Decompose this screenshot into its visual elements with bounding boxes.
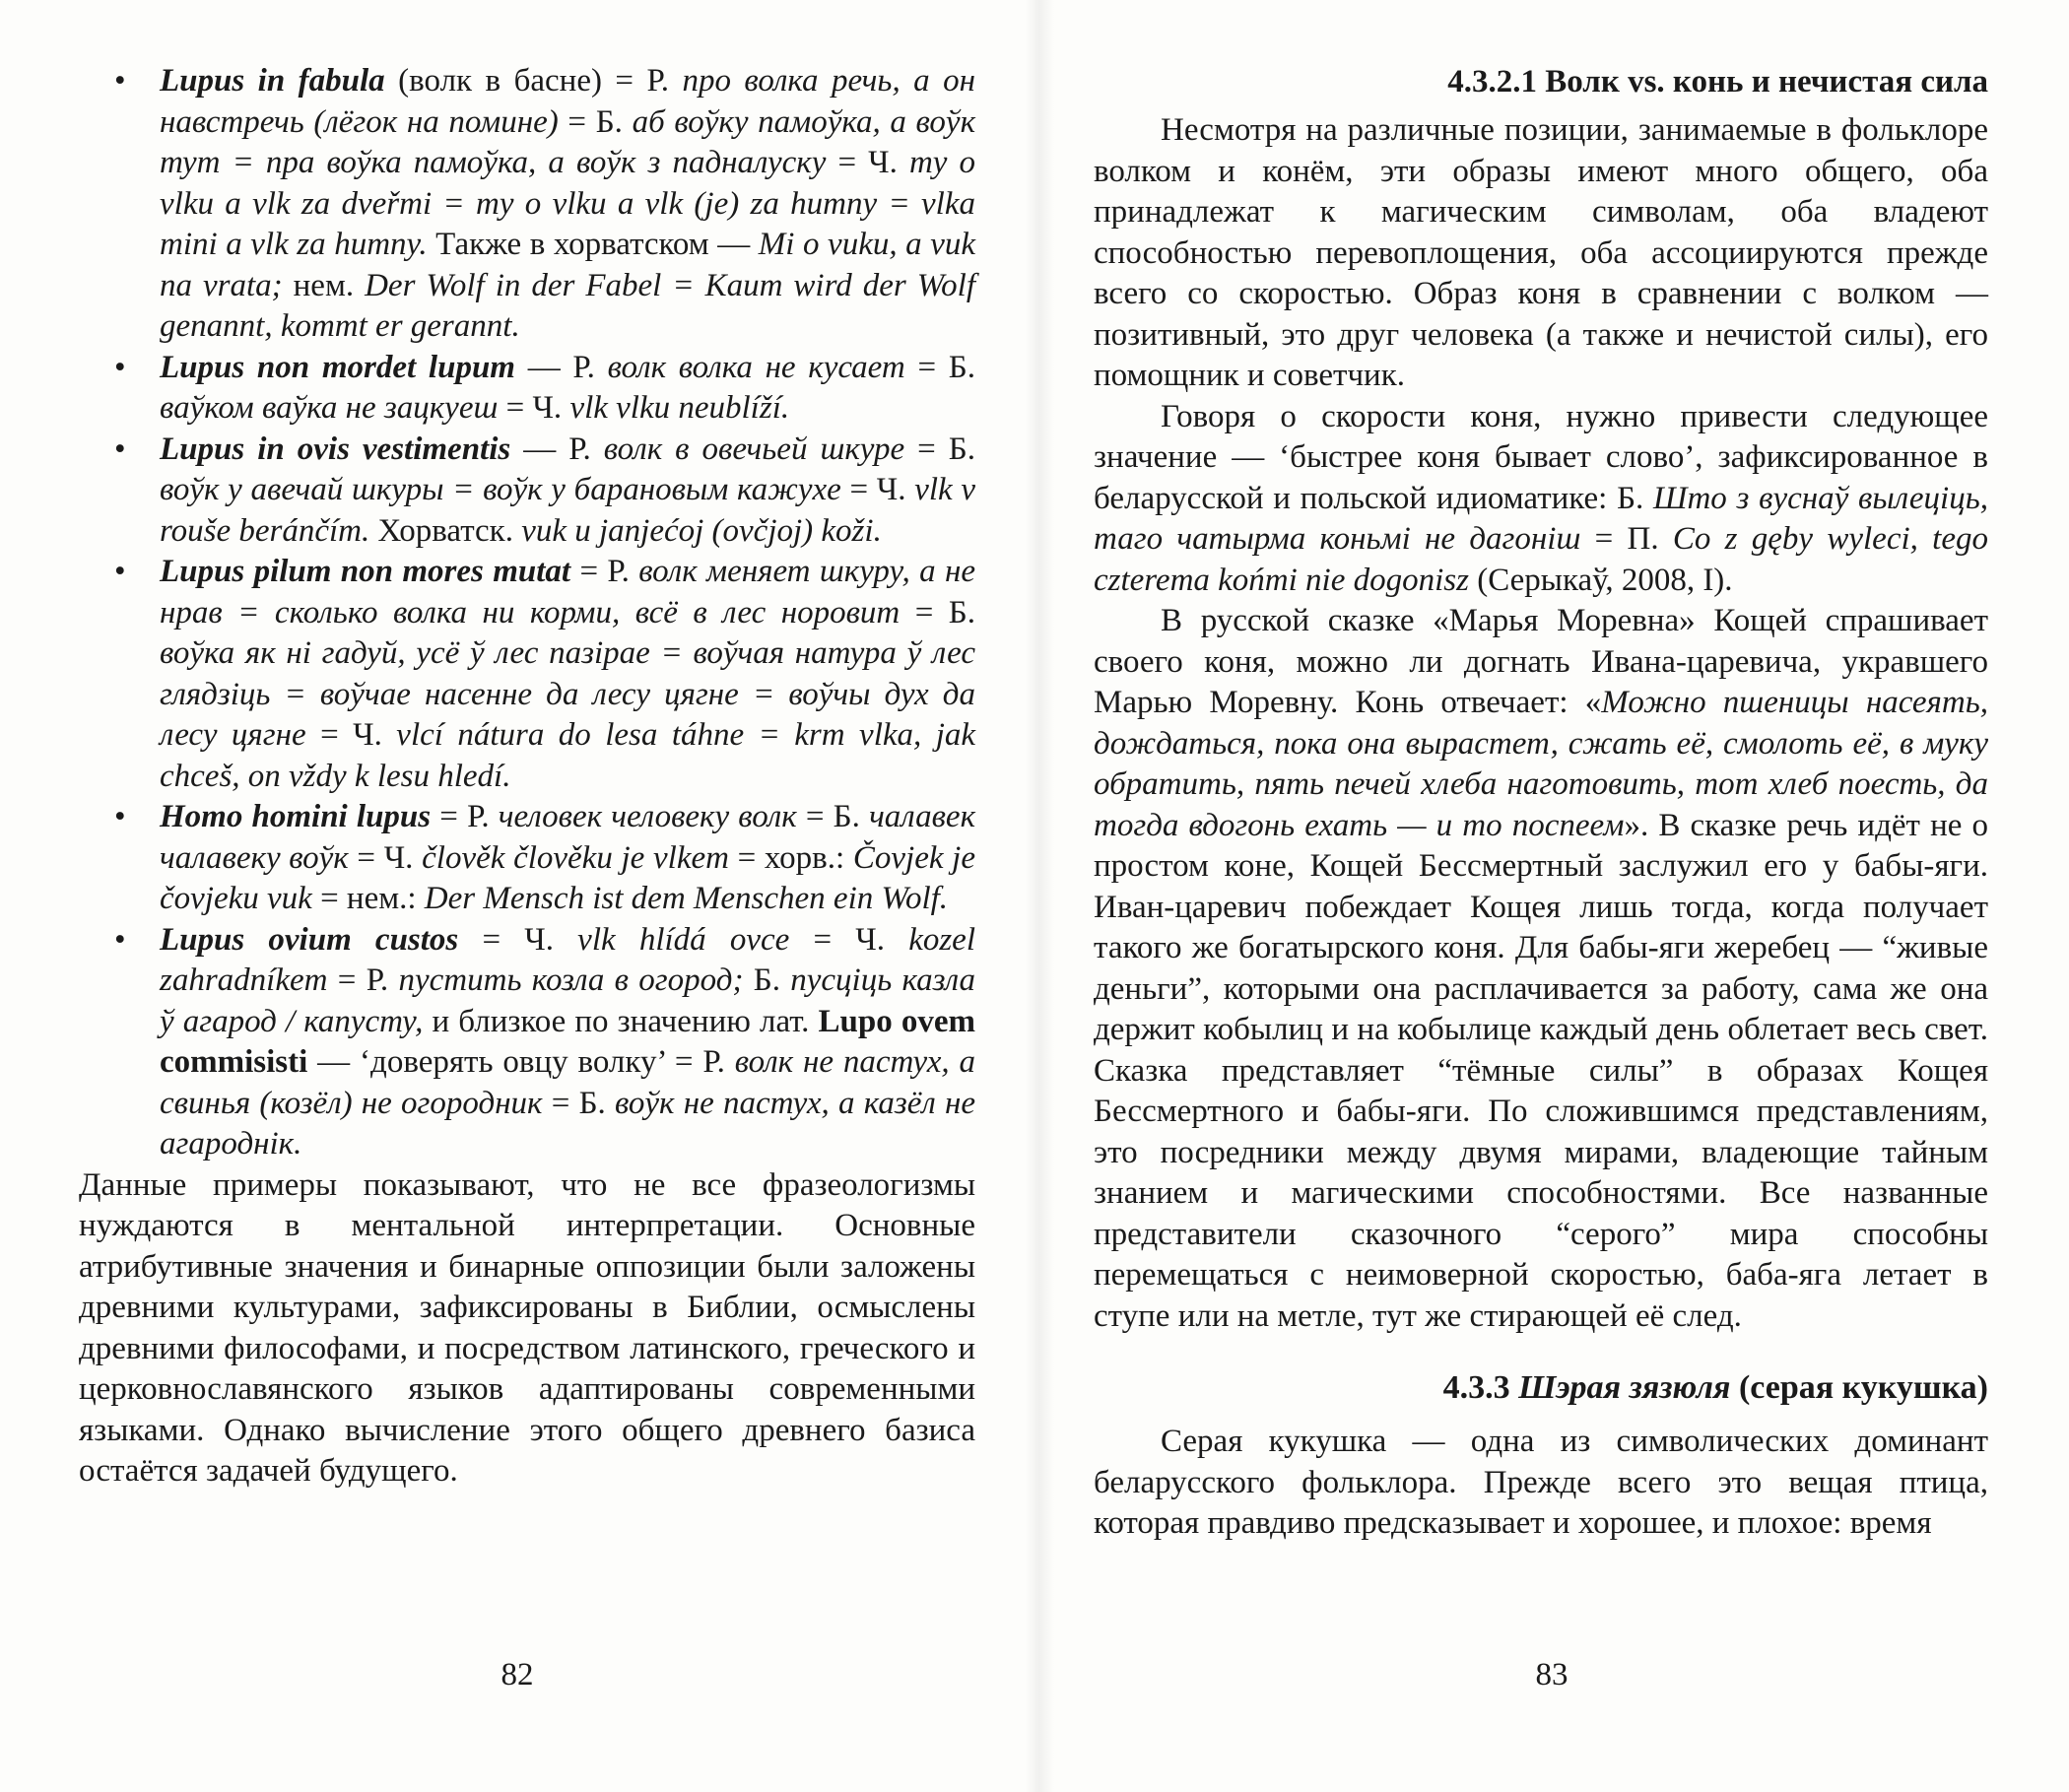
section-heading: 4.3.2.1 Волк vs. конь и нечистая сила (1447, 64, 1988, 100)
section-heading: 4.3.3 Шэрая зязюля (серая кукушка) (1442, 1369, 1988, 1406)
idiom-item: • Lupus ovium custos = Ч. vlk hlídá ovce = Ч. kozel zahradníkem = Р. пустить козла в огород; Б. пусціць казла ў агарод / капусту, и близкое по значению лат. Lupo ovem commisisti — ‘доверять овцу волку’ = Р. волк не пастух, а свинья (козёл) не огородник = Б. воўк не пастух, а казёл не агароднік. (79, 920, 975, 1165)
paragraph: Серая кукушка — одна из символических доминант беларусского фольклора. Прежде всего это вещая птица, которая правдиво предсказывает и хорошее, и плохое: время (1094, 1424, 1988, 1541)
closing-paragraph: Данные примеры показывают, что не все фразеологизмы нуждаются в ментальной интерпретации. Основные атрибутивные значения и бинарные оппозиции были заложены древними культурами, зафиксированы в Библии, осмыслены древними философами, и посредством латинского, греческого и церковнославянского языков адаптированы современными языками. Однако вычисление этого общего древнего базиса остаётся задачей будущего. (79, 1166, 975, 1489)
paragraph: Говоря о скорости коня, нужно привести следующее значение — ‘быстрее коня бывает слово’, зафиксированное в беларусской и польской идиоматике: Б. Што з вуснаў вылеціць, таго чатырма коньмі не дагоніш = П. Co z gęby wyleci, tego czterema końmi nie dogonisz (Серыкаў, 2008, I). (1094, 398, 1988, 598)
page-number: 82 (501, 1657, 534, 1692)
paragraph: Несмотря на различные позиции, занимаемые в фольклоре волком и конём, эти образы имеют много общего, оба принадлежат к магическим символам, оба владеют способностью перевоплощения, оба ассоциируются прежде всего со скоростью. Образ коня в сравнении с волком — позитивный, это друг человека (а также и нечистой силы), его помощник и советчик. (1094, 112, 1988, 393)
idiom-item: • Lupus non mordet lupum — Р. волк волка не кусает = Б. ваўком ваўка не зацкуеш = Ч. vlk vlku neublíží. (79, 348, 975, 430)
left-page (0, 0, 1034, 1792)
page-number: 83 (1535, 1657, 1568, 1692)
latin-phrase: Homo homini lupus (160, 799, 432, 834)
paragraph: В русской сказке «Марья Моревна» Кощей спрашивает своего коня, можно ли догнать Ивана-царевича, укравшего Марью Моревну. Конь отвечает: «Можно пшеницы насеять, дождаться, пока она вырастет, сжать её, смолоть её, в муку обратить, пять печей хлеба наготовить, тот хлеб поесть, да тогда вдогонь ехать — и то поспеем». В сказке речь идёт не о простом коне, Кощей Бессмертный заслужил его у бабы-яги. Иван-царевич побеждает Кощея лишь тогда, когда получает такого же богатырского коня. Для бабы-яги жеребец — “живые деньги”, которыми она расплачивается за работу, сама же она держит кобылиц и на кобылице каждый день облетает весь свет. Сказка представляет “тёмные силы” в образах Кощея Бессмертного и бабы-яги. По сложившимся представлениям, это посредники между двумя мирами, владеющие тайным знанием и магическими способностями. Все названные представители сказочного “серого” мира способны перемещаться с неимоверной скоростью, баба-яга летает в ступе или на метле, тут же стирающей её след. (1094, 603, 1989, 1334)
idiom-item: • Lupus in ovis vestimentis — Р. волк в овечьей шкуре = Б. воўк у авечай шкуры = воўк у барановым кажуxe = Ч. vlk v rouše beránčím. Хорватск. vuk u janjećoj (ovčjoj) koži. (79, 430, 975, 553)
idiom-list (79, 61, 975, 1165)
book-gutter (1025, 0, 1054, 1792)
idiom-item: • Lupus pilum non mores mutat = Р. волк меняет шкуру, а не нрав = сколько волка ни корми, всё в лес норовит = Б. воўка як ні гадуй, усё ў лес пазірае = воўчая натура ў лес глядзіць = воўчае насенне да лесу цягне = воўчы дух да лесу цягне = Ч. vlcí nátura do lesa táhne = krm vlka, jak chceš, on vždy k lesu hledí. (79, 552, 975, 797)
right-page (1034, 0, 2069, 1792)
idiom-item: • Homo homini lupus = Р. человек человеку волк = Б. чалавек чалавеку воўк = Ч. člověk člověku je vlkem = хорв.: Čovjek je čovjeku vuk = нем.: Der Mensch ist dem Menschen ein Wolf. (79, 797, 975, 920)
latin-phrase: Lupus in fabula (160, 63, 385, 99)
latin-phrase: Lupus non mordet lupum (160, 349, 515, 385)
latin-phrase: Lupus pilum non mores mutat (160, 554, 571, 589)
latin-phrase: Lupus ovium custos (160, 921, 459, 958)
latin-phrase: Lupus in ovis vestimentis (160, 431, 511, 467)
idiom-item: • Lupus in fabula (волк в басне) = Р. про волка речь, а он навстречь (лёгок на помине) = Б. аб воўку памоўка, а воўк тут = пра воўка памоўка, а воўк з падналуску = Ч. my o vlku a vlk za dveřmi = my o vlku a vlk (je) za humny = vlka mini a vlk za humny. Также в хорватском — Mi o vuku, a vuk na vrata; нем. Der Wolf in der Fabel = Kaum wird der Wolf genannt, kommt er gerannt. (79, 61, 975, 348)
